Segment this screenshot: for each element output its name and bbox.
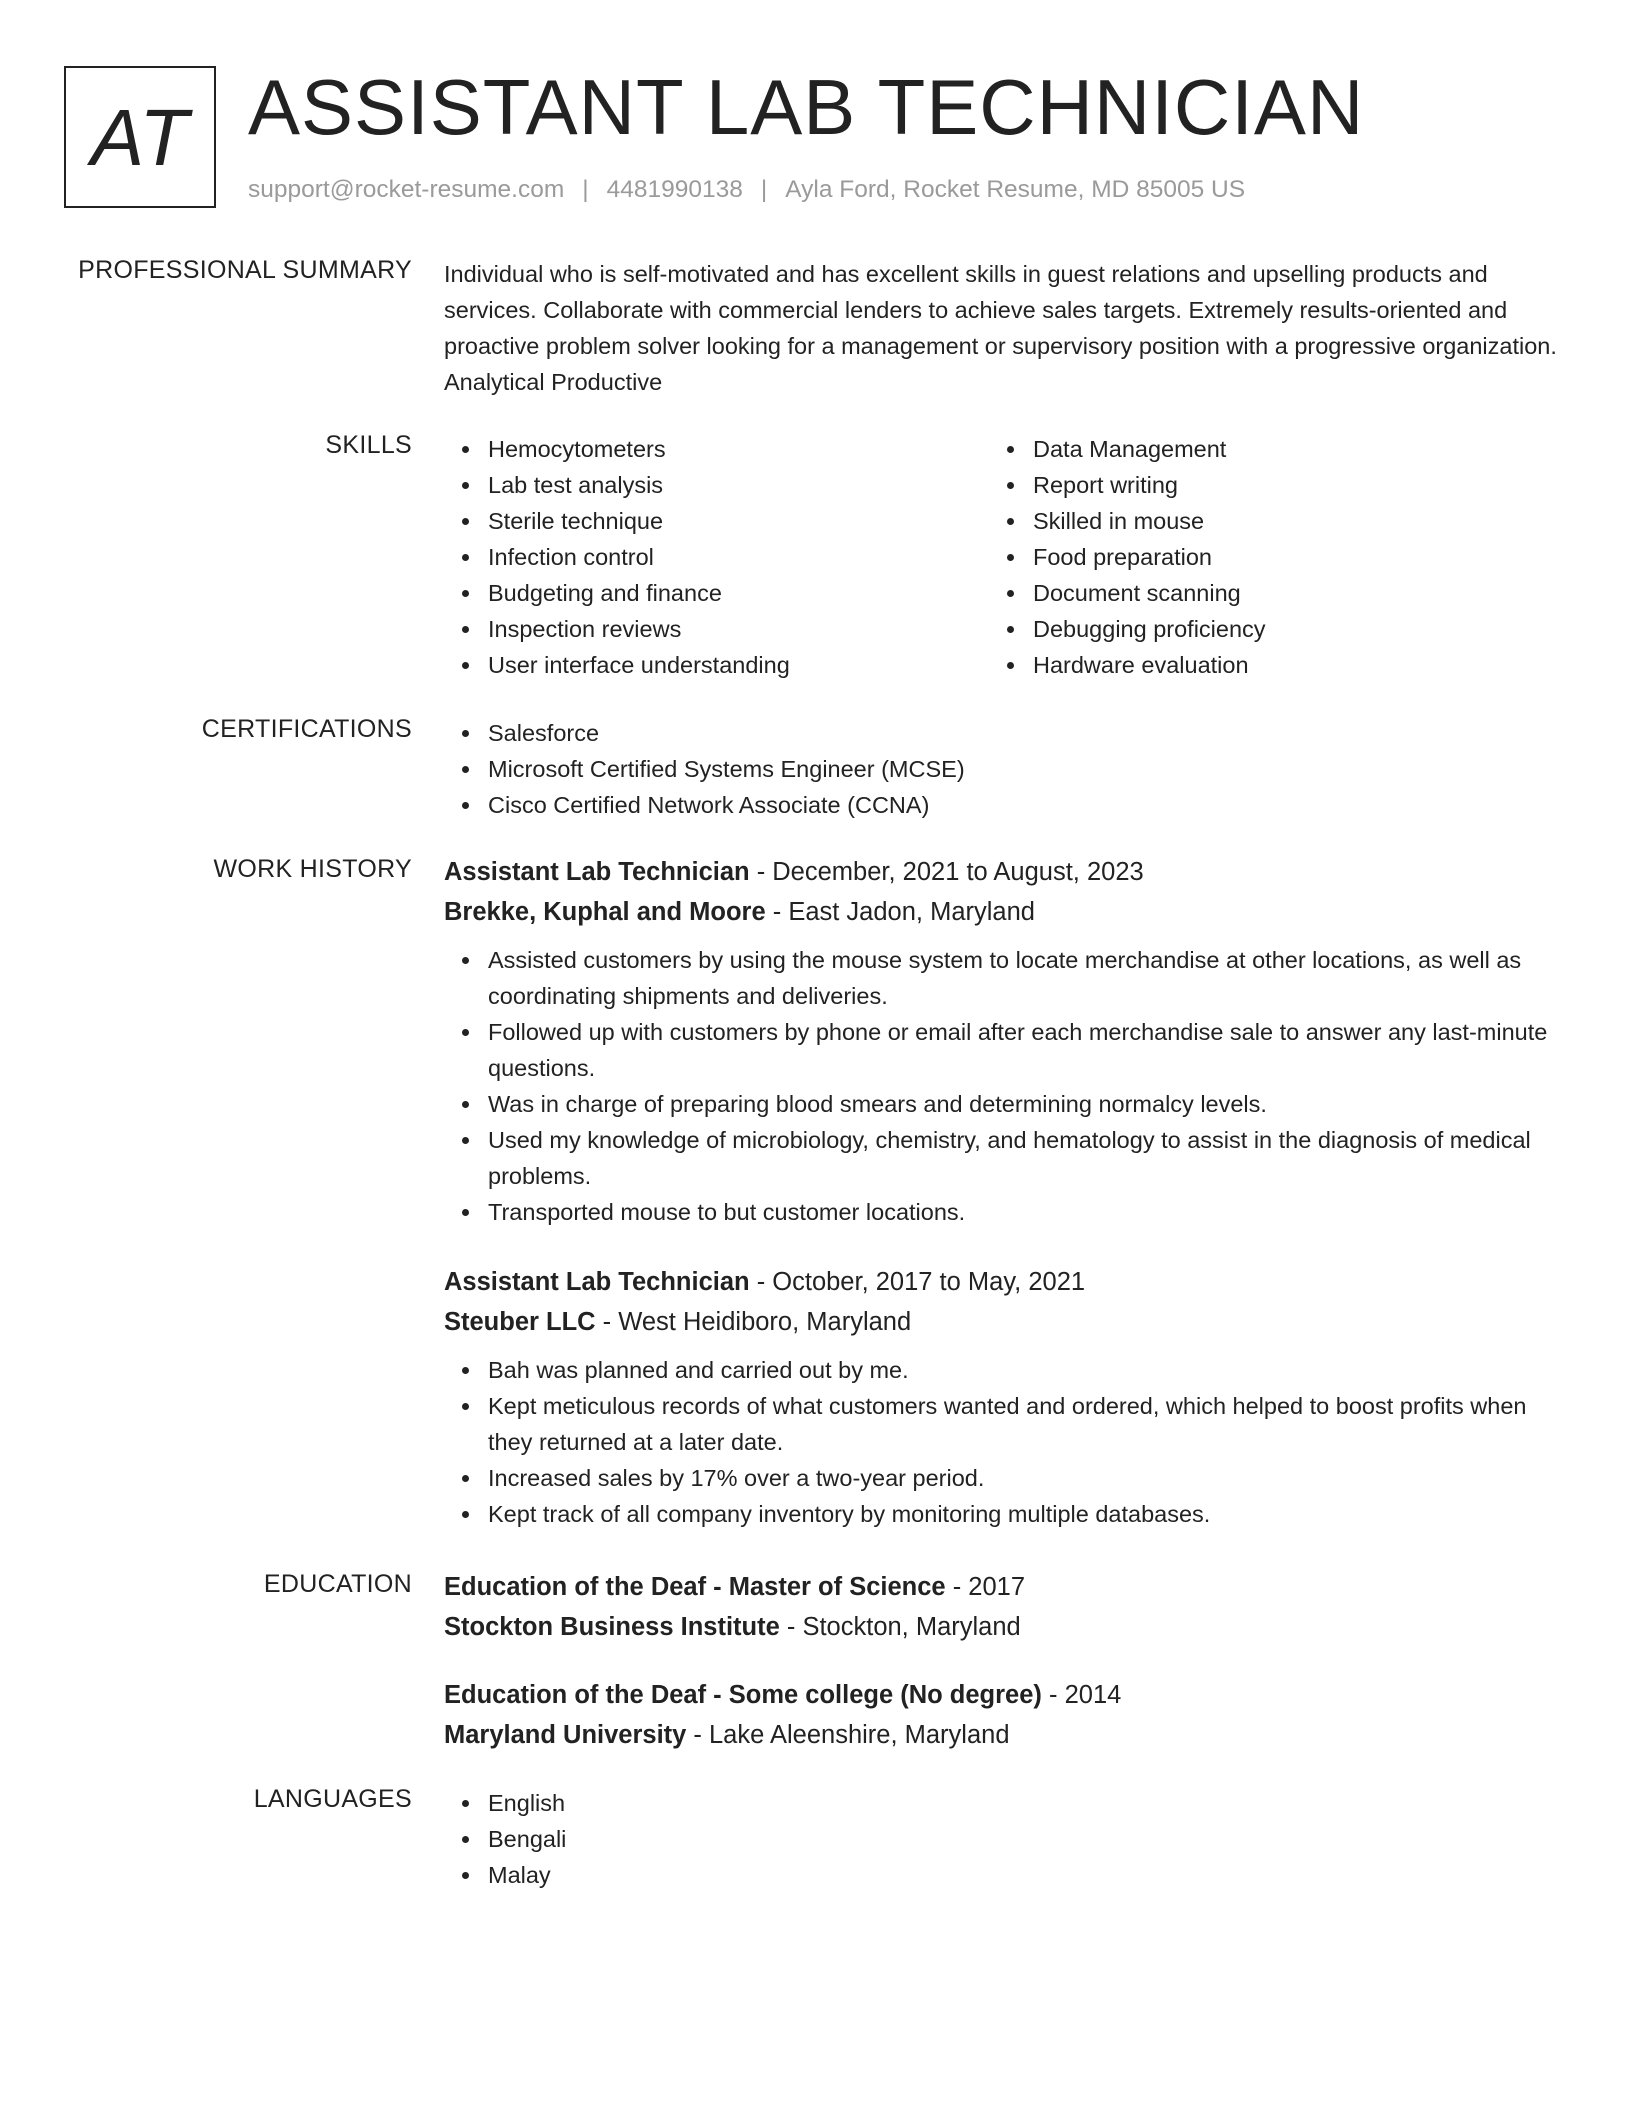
contact-line (248, 176, 1245, 204)
school-line (444, 1715, 1566, 1755)
certifications-body (444, 715, 1566, 823)
degree-year: - 2017 (945, 1573, 1025, 1601)
skills-list-left (444, 431, 984, 683)
list-item: Salesforce (444, 715, 1566, 751)
contact-separator: | (760, 176, 768, 203)
contact-address: Ayla Ford, Rocket Resume, MD 85005 US (785, 176, 1246, 203)
list-item: Data Management (989, 431, 1529, 467)
list-item: Hemocytometers (444, 431, 984, 467)
school-line (444, 1607, 1566, 1647)
list-item: Increased sales by 17% over a two-year period. (444, 1460, 1566, 1496)
list-item: Sterile technique (444, 503, 984, 539)
degree-line (444, 1567, 1566, 1607)
job-entry (444, 1262, 1566, 1532)
section-label-education: EDUCATION (263, 1570, 412, 1598)
skills-body (444, 431, 1566, 691)
job-location: - East Jadon, Maryland (765, 898, 1035, 926)
contact-email[interactable]: support@rocket-resume.com (248, 176, 565, 203)
section-label-summary: PROFESSIONAL SUMMARY (78, 256, 412, 284)
job-location: - West Heidiboro, Maryland (595, 1308, 912, 1336)
list-item: Infection control (444, 539, 984, 575)
list-item: Was in charge of preparing blood smears and determining normalcy levels. (444, 1086, 1566, 1122)
list-item: Document scanning (989, 575, 1529, 611)
skills-list-right (989, 431, 1529, 683)
list-item: Hardware evaluation (989, 647, 1529, 683)
degree-line (444, 1675, 1566, 1715)
list-item: Bah was planned and carried out by me. (444, 1352, 1566, 1388)
school-name: Stockton Business Institute (444, 1613, 780, 1641)
degree-name: Education of the Deaf - Master of Science (444, 1573, 946, 1601)
degree-year: - 2014 (1041, 1681, 1122, 1709)
list-item: Kept track of all company inventory by monitoring multiple databases. (444, 1496, 1566, 1532)
list-item: Food preparation (989, 539, 1529, 575)
contact-separator: | (582, 176, 589, 203)
job-company-line (444, 892, 1566, 932)
initials-text: AT (90, 93, 190, 182)
list-item: Lab test analysis (444, 467, 984, 503)
list-item: Transported mouse to but customer locations. (444, 1194, 1566, 1230)
list-item: Inspection reviews (444, 611, 984, 647)
initials-monogram (64, 66, 216, 208)
job-dates: - October, 2017 to May, 2021 (749, 1268, 1086, 1296)
list-item: English (444, 1785, 1566, 1821)
section-label-certifications: CERTIFICATIONS (201, 715, 412, 743)
degree-name: Education of the Deaf - Some college (No degree) (444, 1681, 1042, 1709)
job-title-line (444, 852, 1566, 892)
job-title: Assistant Lab Technician (444, 1268, 750, 1296)
list-item: Used my knowledge of microbiology, chemistry, and hematology to assist in the diagnosis of medical problems. (444, 1122, 1566, 1194)
list-item: Microsoft Certified Systems Engineer (MCSE) (444, 751, 1566, 787)
resume-name: ASSISTANT LAB TECHNICIAN (248, 63, 1365, 151)
school-location: - Lake Aleenshire, Maryland (686, 1721, 1010, 1749)
job-company-line (444, 1302, 1566, 1342)
list-item: Skilled in mouse (989, 503, 1529, 539)
list-item: User interface understanding (444, 647, 984, 683)
job-title: Assistant Lab Technician (444, 858, 750, 886)
languages-list (444, 1785, 1566, 1893)
summary-text: Individual who is self-motivated and has excellent skills in guest relations and upselling products and services. Collaborate with commercial lenders to achieve sales targets. Extremely results-oriented and proactive problem solver looking for a management or supervisory position with a progressive organization. Analytical Productive (444, 261, 1557, 395)
list-item: Budgeting and finance (444, 575, 984, 611)
list-item: Bengali (444, 1821, 1566, 1857)
education-entry (444, 1567, 1566, 1647)
job-entry (444, 852, 1566, 1230)
section-label-work-history: WORK HISTORY (213, 855, 412, 883)
list-item: Report writing (989, 467, 1529, 503)
resume-header (64, 63, 1568, 208)
school-location: - Stockton, Maryland (779, 1613, 1021, 1641)
list-item: Followed up with customers by phone or email after each merchandise sale to answer any last-minute questions. (444, 1014, 1566, 1086)
school-name: Maryland University (444, 1721, 687, 1749)
section-label-skills: SKILLS (325, 431, 412, 459)
job-bullets (444, 942, 1566, 1230)
job-bullets (444, 1352, 1566, 1532)
certifications-list (444, 715, 1566, 823)
list-item: Debugging proficiency (989, 611, 1529, 647)
job-dates: - December, 2021 to August, 2023 (749, 858, 1144, 886)
list-item: Cisco Certified Network Associate (CCNA) (444, 787, 1566, 823)
education-entry (444, 1675, 1566, 1755)
job-company: Brekke, Kuphal and Moore (444, 898, 766, 926)
list-item: Kept meticulous records of what customers wanted and ordered, which helped to boost profits when they returned at a later date. (444, 1388, 1566, 1460)
education-body (444, 1567, 1566, 1755)
job-title-line (444, 1262, 1566, 1302)
job-company: Steuber LLC (444, 1308, 596, 1336)
list-item: Assisted customers by using the mouse system to locate merchandise at other locations, as well as coordinating shipments and deliveries. (444, 942, 1566, 1014)
list-item: Malay (444, 1857, 1566, 1893)
section-label-languages: LANGUAGES (253, 1785, 412, 1813)
languages-body (444, 1785, 1566, 1893)
work-history-body (444, 852, 1566, 1532)
contact-phone[interactable]: 4481990138 (606, 176, 743, 203)
